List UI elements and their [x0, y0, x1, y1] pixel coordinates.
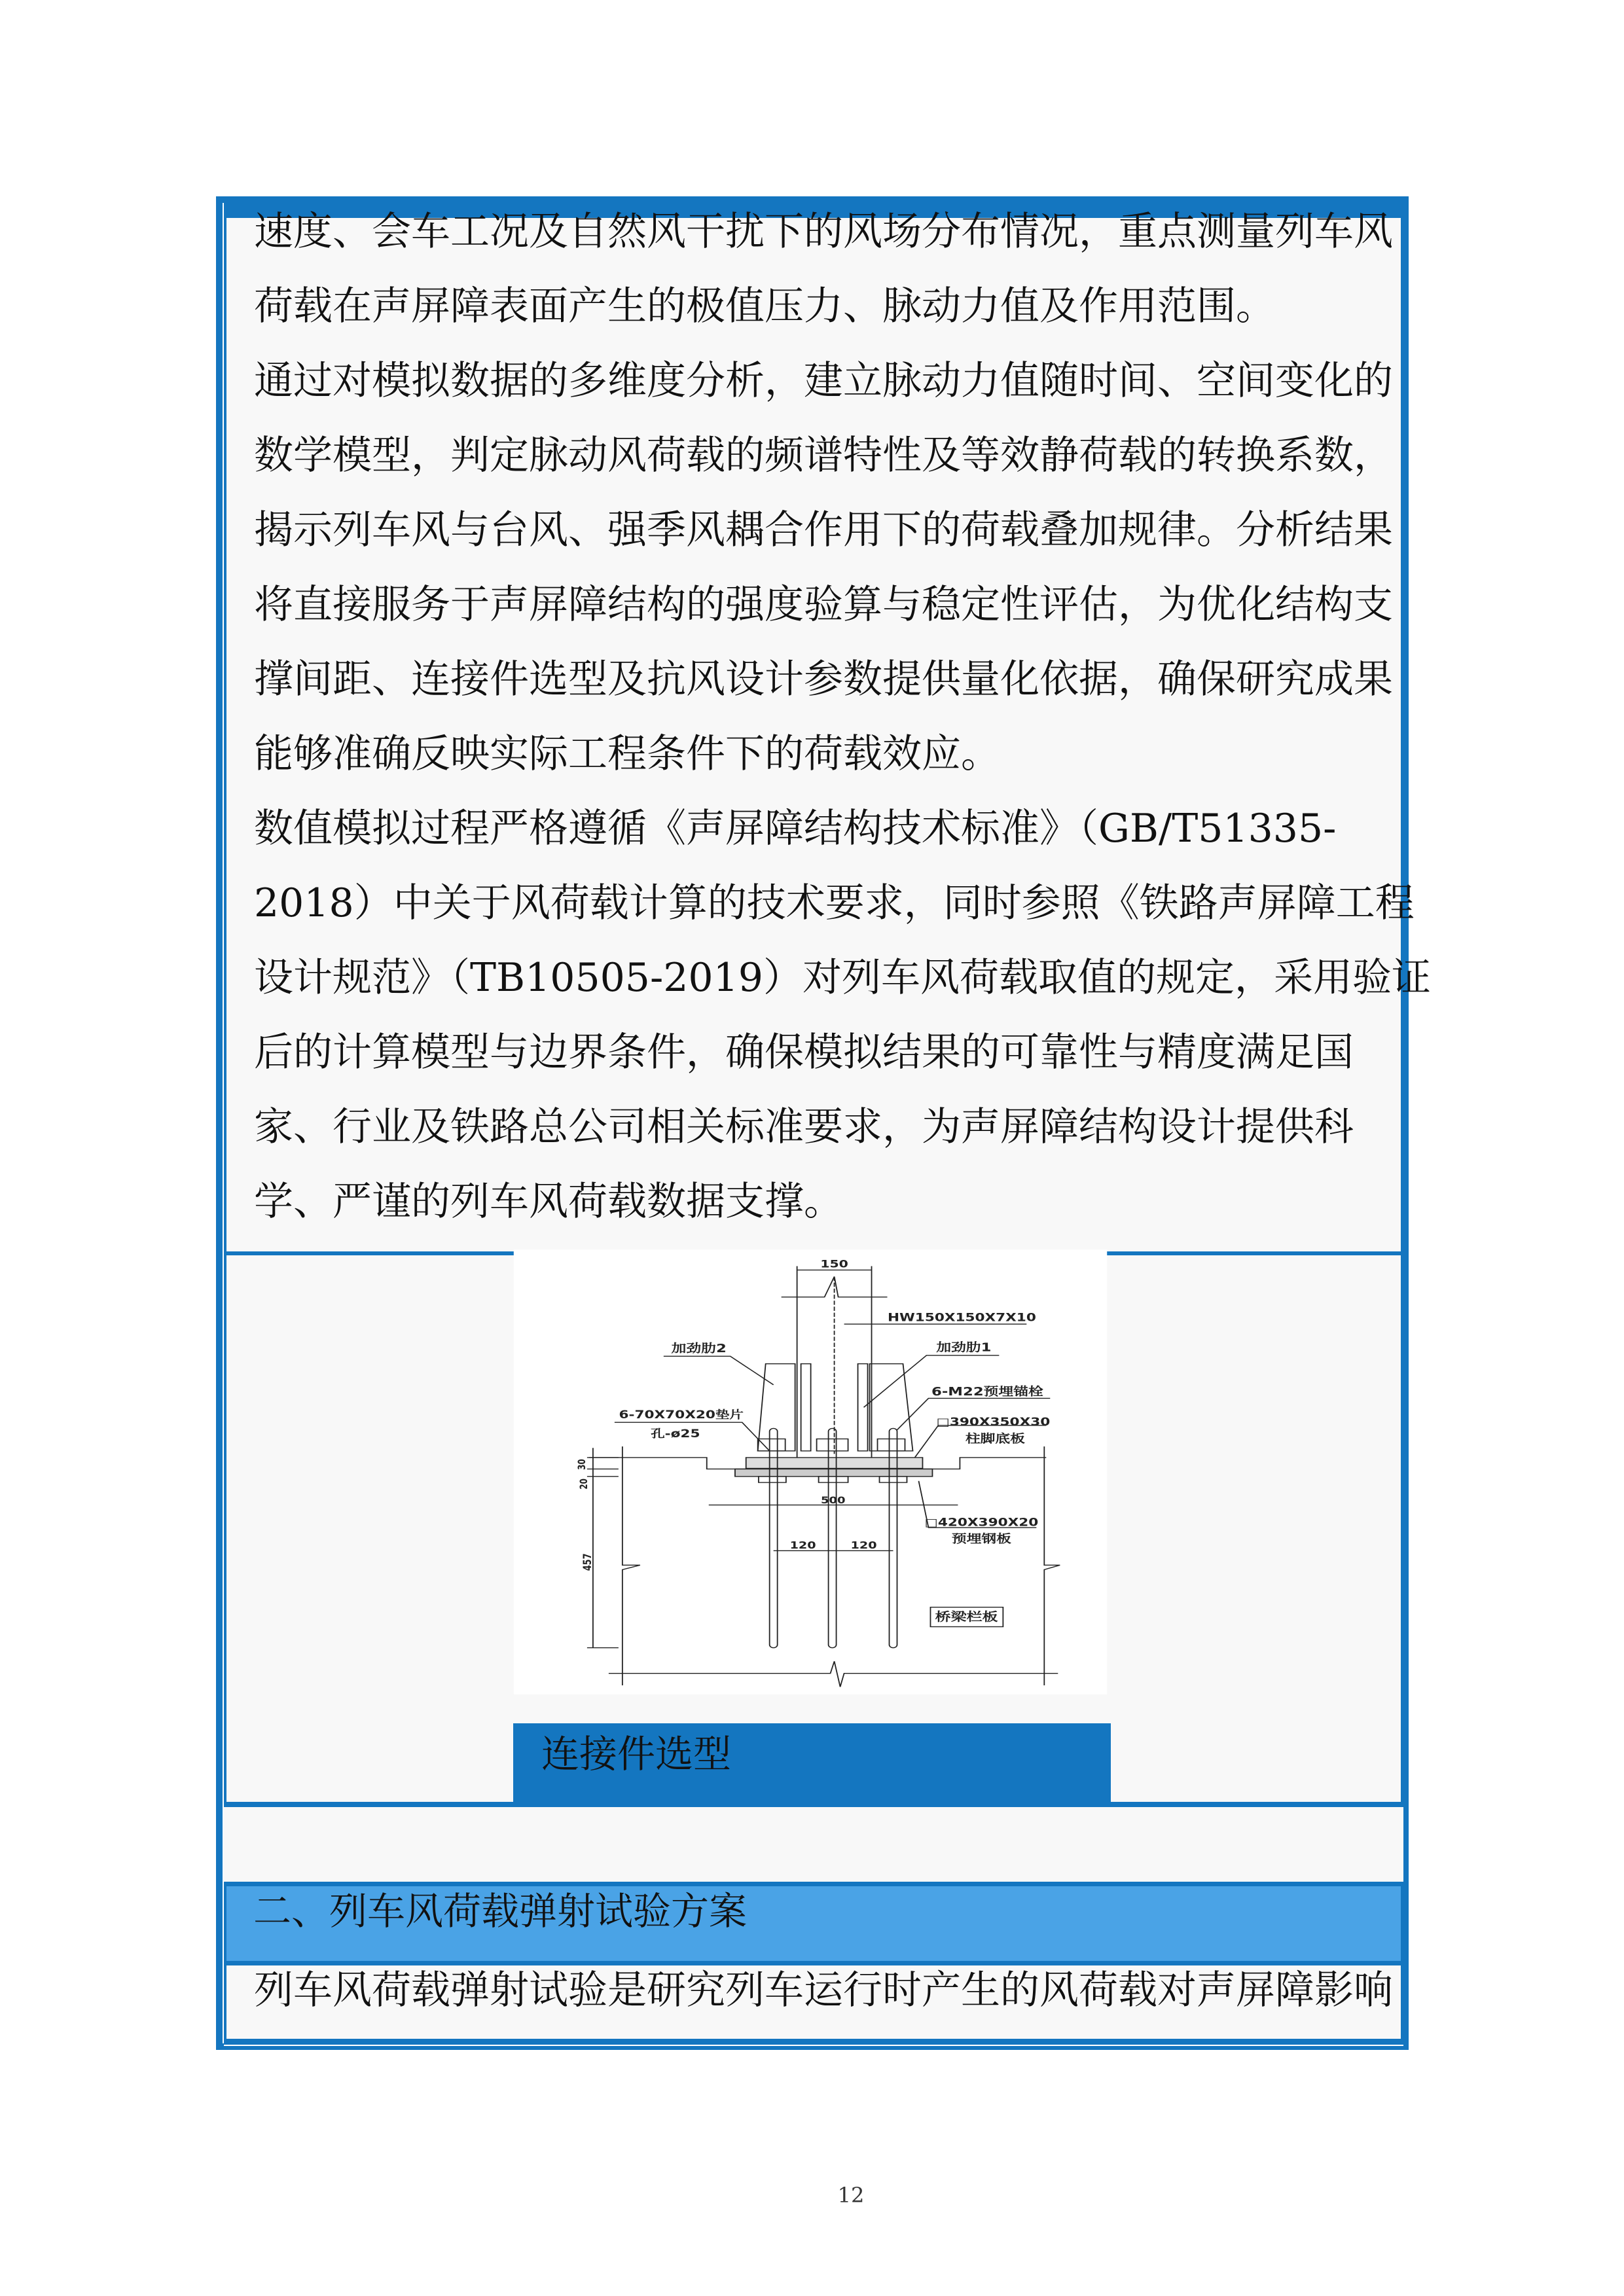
hole-label: 孔-ø25	[651, 1427, 700, 1441]
base-plate-label: 柱脚底板	[965, 1431, 1025, 1446]
dim-457: 457	[581, 1553, 594, 1571]
embed-plate-size-label: □420X390X20	[924, 1516, 1039, 1529]
section-heading-text: 二、列车风荷载弹射试验方案	[253, 1889, 748, 1933]
washer-label: 6-70X70X20垫片	[619, 1408, 744, 1422]
section-heading	[226, 1886, 1401, 1961]
dim-150: 150	[820, 1258, 848, 1271]
anchor-label: 6-M22预埋锚栓	[931, 1384, 1043, 1399]
dim-120: 120	[789, 1540, 816, 1552]
base-plate-size-label: □390X350X30	[936, 1415, 1051, 1429]
section-label: HW150X150X7X10	[887, 1310, 1036, 1324]
dim-20: 20	[578, 1479, 590, 1490]
stiffener1-label: 加劲肋1	[936, 1340, 992, 1354]
text-line: 将直接服务于声屏障结构的强度验算与稳定性评估，为优化结构支	[254, 582, 1393, 628]
text-line: 设计规范》（TB10505-2019）对列车风荷载取值的规定，采用验证	[254, 955, 1431, 1001]
text-line: 揭示列车风与台风、强季风耦合作用下的荷载叠加规律。分析结果	[254, 507, 1393, 553]
text-line: 能够准确反映实际工程条件下的荷载效应。	[254, 731, 1000, 777]
text-line: 通过对模拟数据的多维度分析，建立脉动力值随时间、空间变化的	[254, 358, 1393, 404]
text-line: 列车风荷载弹射试验是研究列车运行时产生的风荷载对声屏障影响	[254, 1967, 1393, 2013]
figure-caption	[513, 1723, 1111, 1807]
connection-detail-drawing	[511, 1244, 1126, 1715]
text-line: 数学模型，判定脉动风荷载的频谱特性及等效静荷载的转换系数，	[254, 433, 1393, 478]
text-line: 撑间距、连接件选型及抗风设计参数提供量化依据，确保研究成果	[254, 656, 1393, 702]
embed-plate-label: 预埋钢板	[951, 1532, 1011, 1546]
empty-row	[224, 1807, 1403, 1882]
figure-caption-text: 连接件选型	[541, 1732, 732, 1776]
text-line: 后的计算模型与边界条件，确保模拟结果的可靠性与精度满足国	[254, 1030, 1354, 1075]
text-line: 2018）中关于风荷载计算的技术要求，同时参照《铁路声屏障工程	[254, 880, 1415, 926]
text-line: 荷载在声屏障表面产生的极值压力、脉动力值及作用范围。	[254, 283, 1275, 329]
parapet-label: 桥梁栏板	[935, 1610, 998, 1624]
dim-30: 30	[576, 1459, 588, 1470]
stiffener2-label: 加劲肋2	[671, 1341, 727, 1355]
page-number: 12	[837, 2183, 865, 2208]
text-line: 家、行业及铁路总公司相关标准要求，为声屏障结构设计提供科	[254, 1104, 1354, 1150]
dim-120: 120	[850, 1540, 877, 1552]
text-line: 学、严谨的列车风荷载数据支撑。	[254, 1179, 843, 1225]
text-line: 速度、会车工况及自然风干扰下的风场分布情况，重点测量列车风	[254, 209, 1393, 255]
dim-500: 500	[821, 1495, 846, 1506]
text-line: 数值模拟过程严格遵循《声屏障结构技术标准》（GB/T51335-	[254, 806, 1337, 852]
